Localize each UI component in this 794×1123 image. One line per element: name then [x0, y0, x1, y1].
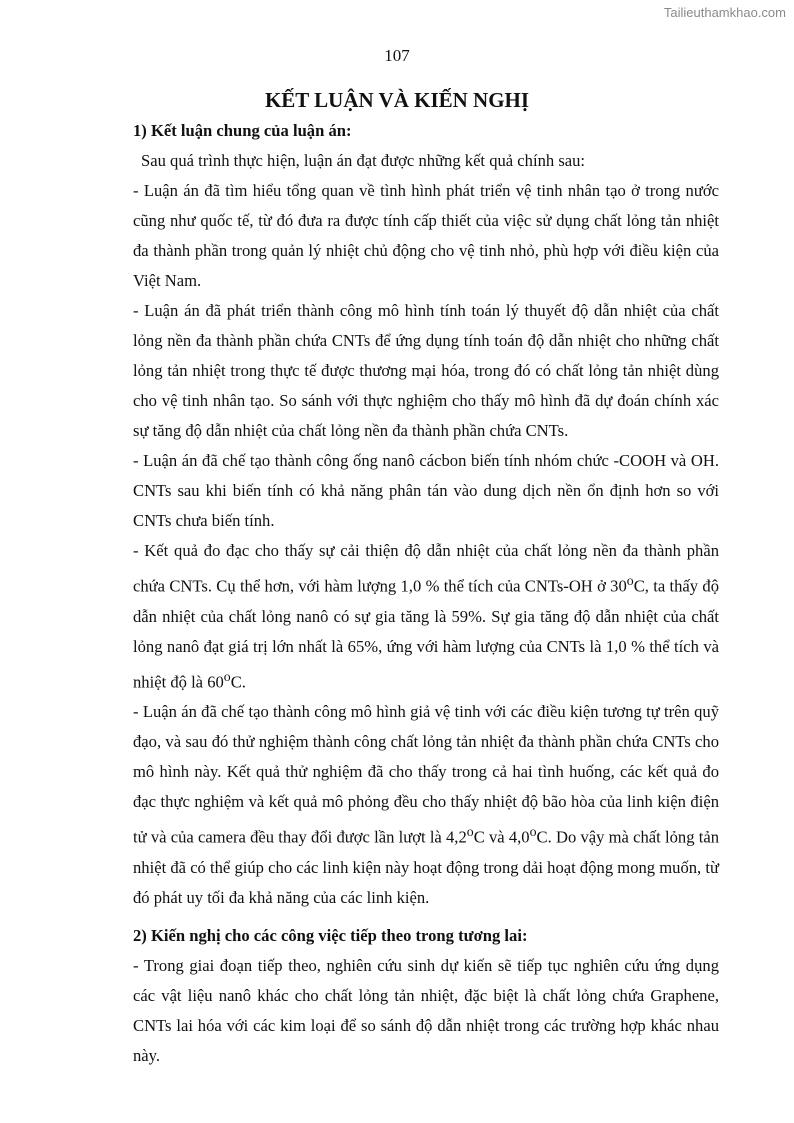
- degree-superscript: o: [466, 824, 474, 840]
- paragraph-future-work: - Trong giai đoạn tiếp theo, nghiên cứu sinh dự kiến sẽ tiếp tục nghiên cứu ứng dụng các vật liệu nanô khác cho chất lỏng tản nhiệt, đặc biệt là chất lỏng chứa Graphene, CNTs lai hóa với các kim loại để so sánh độ dẫn nhiệt trong các trường hợp khác nhau này.: [133, 955, 719, 1065]
- text-run: C.: [230, 672, 246, 692]
- degree-superscript: o: [223, 668, 231, 684]
- degree-superscript: o: [529, 824, 537, 840]
- document-body: [133, 116, 719, 1071]
- text-run: C và 4,0: [473, 827, 530, 847]
- text-run: - Kết quả đo đạc cho thấy sự cải thiện độ dẫn nhiệt của chất lỏng nền đa thành phần chứa CNTs. Cụ thể hơn, với hàm lượng 1,0 % thể tích của CNTs-OH ở 30: [133, 541, 719, 596]
- page-title: KẾT LUẬN VÀ KIẾN NGHỊ: [264, 88, 530, 112]
- section-heading-recommendation: 2) Kiến nghị cho các công việc tiếp theo trong tương lai:: [133, 925, 528, 945]
- intro-paragraph: Sau quá trình thực hiện, luận án đạt được những kết quả chính sau:: [141, 151, 586, 170]
- paragraph-model: - Luận án đã phát triển thành công mô hình tính toán lý thuyết độ dẫn nhiệt của chất lỏng nền đa thành phần chứa CNTs để ứng dụng tính toán độ dẫn nhiệt cho những chất lỏng tản nhiệt trong thực tế được thương mại hóa, trong đó có chất lỏng tản nhiệt dùng cho vệ tinh nhân tạo. So sánh với thực nghiệm cho thấy mô hình đã dự đoán chính xác sự tăng độ dẫn nhiệt của chất lỏng nền đa thành phần chứa CNTs.: [133, 301, 719, 440]
- paragraph-overview: - Luận án đã tìm hiểu tổng quan về tình hình phát triển vệ tinh nhân tạo ở trong nước cũng như quốc tế, từ đó đưa ra được tính cấp thiết của việc sử dụng chất lỏng tản nhiệt đa thành phần trong quản lý nhiệt chủ động cho vệ tinh nhỏ, phù hợp với điều kiện của Việt Nam.: [133, 181, 719, 290]
- text-run: C, ta thấy độ dẫn nhiệt của chất lỏng nanô có sự gia tăng là 59%. Sự gia tăng độ dẫn nhiệt của chất lỏng nanô đạt giá trị lớn nhất là 65%, ứng với hàm lượng của CNTs là 1,0 % thể tích và nhiệt độ là 60: [133, 576, 719, 692]
- page-number: 107: [384, 46, 410, 65]
- watermark: Tailieuthamkhao.com: [663, 5, 786, 20]
- paragraph-fabrication: - Luận án đã chế tạo thành công ống nanô cácbon biến tính nhóm chức -COOH và OH. CNTs sau khi biến tính có khả năng phân tán vào dung dịch nền ổn định hơn so với CNTs chưa biến tính.: [133, 451, 719, 530]
- paragraph-measurement: [133, 536, 719, 697]
- text-run: - Luận án đã chế tạo thành công mô hình giả vệ tinh với các điều kiện tương tự trên quỹ đạo, và sau đó thử nghiệm thành công chất lỏng tản nhiệt đa thành phần chứa CNTs cho mô hình này. Kết quả thử nghiệm đã cho thấy trong cả hai tình huống, các kết quả đo đạc thực nghiệm và kết quả mô phỏng đều cho thấy nhiệt độ bão hòa của linh kiện điện tử và của camera đều thay đổi được lần lượt là 4,2: [133, 702, 719, 847]
- text-run: C. Do vậy mà chất lỏng tản nhiệt đã có thể giúp cho các linh kiện này hoạt động trong dải hoạt động mong muốn, từ đó phát uy tối đa khả năng của các linh kiện.: [133, 827, 719, 907]
- paragraph-satellite-model: [133, 697, 719, 913]
- section-heading-conclusion: 1) Kết luận chung của luận án:: [133, 121, 352, 140]
- degree-superscript: o: [626, 573, 634, 588]
